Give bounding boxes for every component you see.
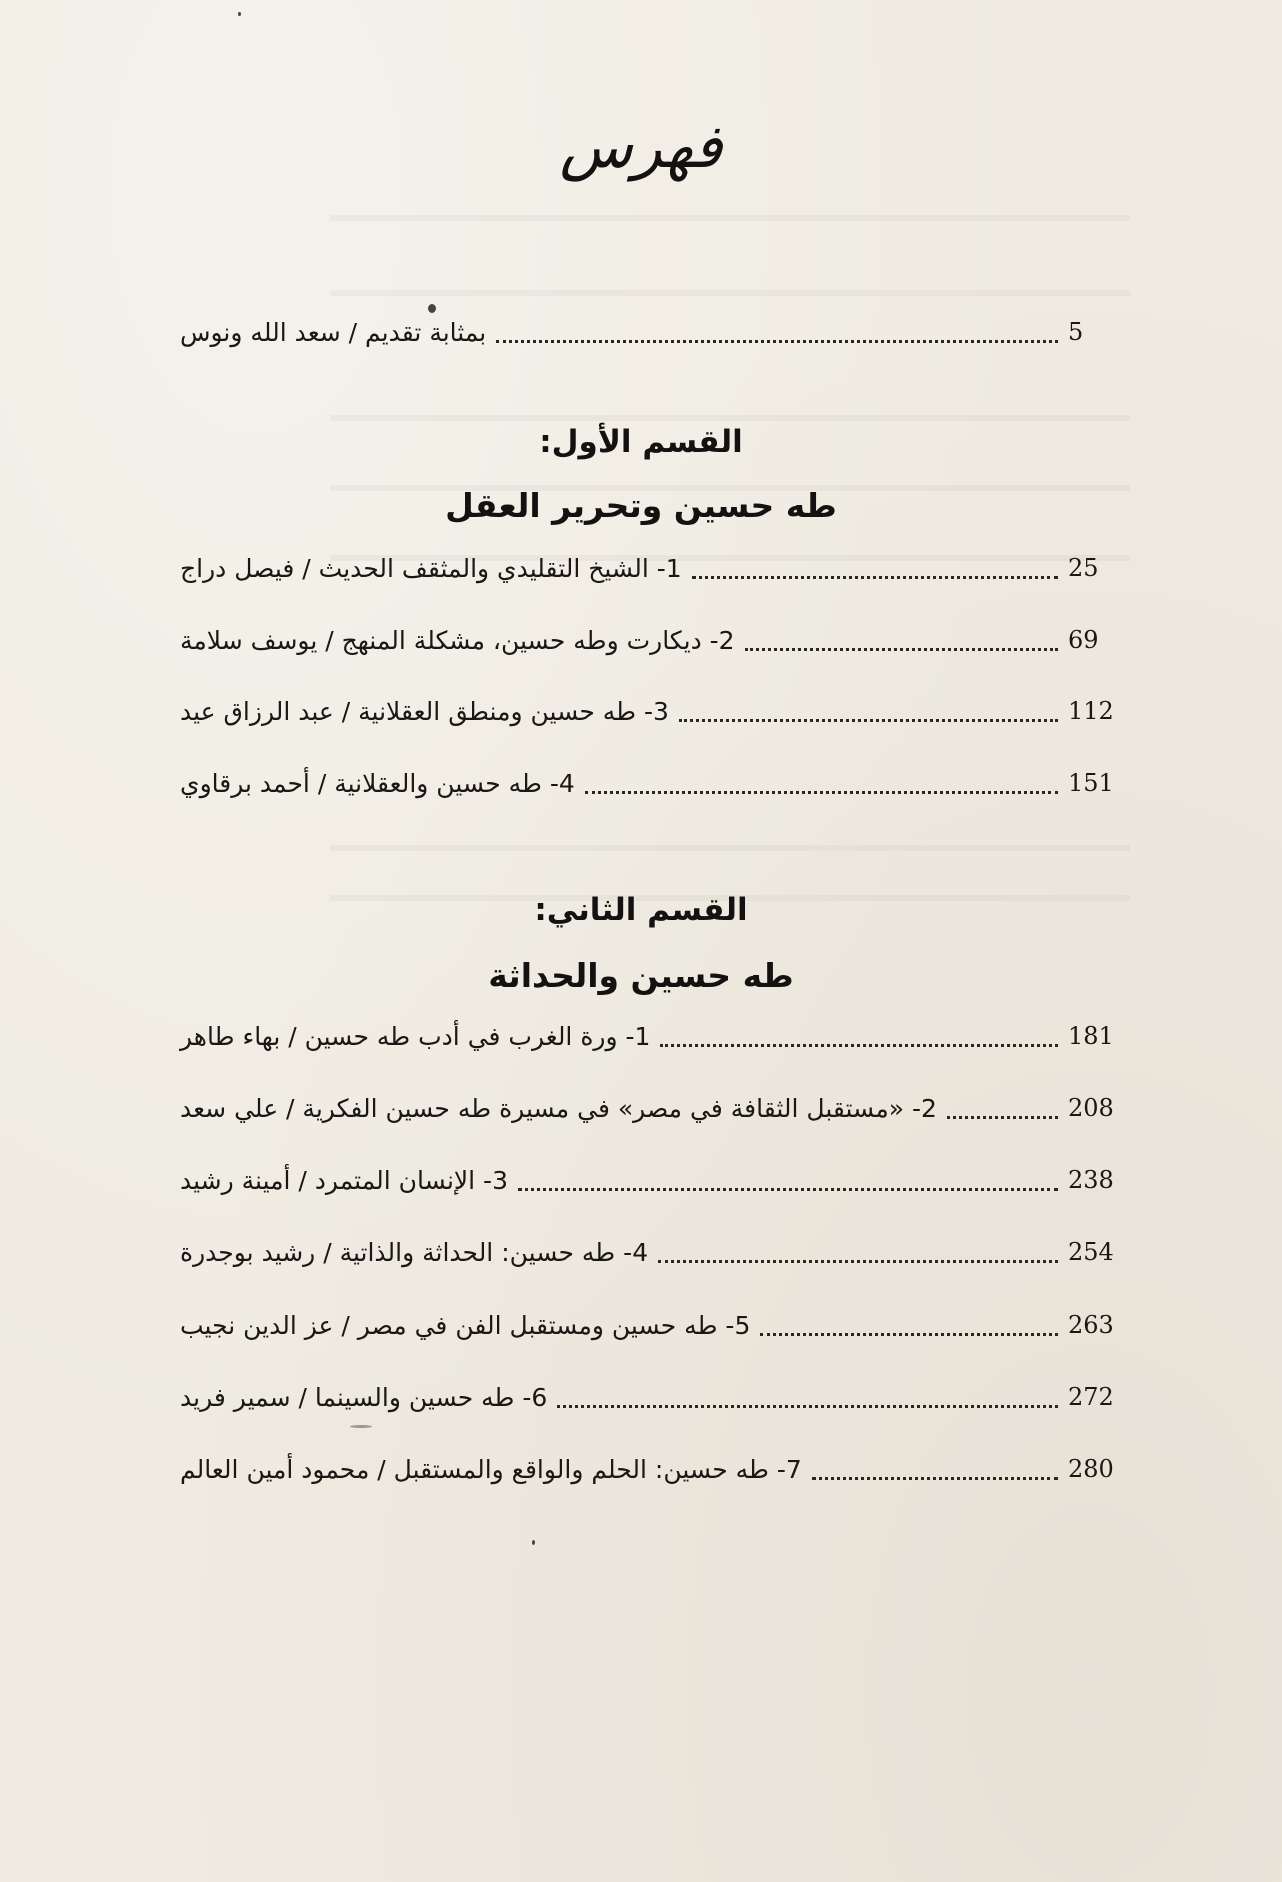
toc-entry <box>180 1300 1120 1350</box>
entry-page: 112 <box>1068 697 1114 725</box>
dot-leader <box>812 1477 1058 1480</box>
section-title: طه حسين والحداثة <box>488 956 794 995</box>
toc-entry <box>180 1011 1120 1061</box>
ink-speck <box>532 1540 535 1545</box>
entry-page: 151 <box>1068 769 1114 797</box>
entry-page: 69 <box>1068 626 1099 654</box>
dot-leader <box>496 340 1058 343</box>
toc-entry <box>180 1155 1120 1205</box>
section-label: القسم الثاني: <box>534 892 748 928</box>
entry-page: 5 <box>1068 318 1084 346</box>
dot-leader <box>692 576 1058 579</box>
toc-entry <box>180 1372 1120 1422</box>
entry-label: 5- طه حسين ومستقبل الفن في مصر / عز الدين نجيب <box>180 1310 751 1340</box>
entry-page: 25 <box>1068 554 1099 582</box>
page-title: فهرس <box>559 112 723 182</box>
bleed-through-line <box>330 290 1130 296</box>
bleed-through-line <box>330 415 1130 421</box>
bleed-through-line <box>330 845 1130 851</box>
entry-page: 272 <box>1068 1383 1114 1411</box>
entry-label: 1- ورة الغرب في أدب طه حسين / بهاء طاهر <box>180 1021 651 1051</box>
entry-label: 7- طه حسين: الحلم والواقع والمستقبل / محمود أمين العالم <box>180 1454 802 1484</box>
ink-speck <box>238 12 241 16</box>
dot-leader <box>658 1260 1058 1263</box>
dot-leader <box>745 648 1058 651</box>
entry-page: 263 <box>1068 1311 1114 1339</box>
section-title: طه حسين وتحرير العقل <box>445 486 837 525</box>
entry-label: بمثابة تقديم / سعد الله ونوس <box>180 317 487 347</box>
dot-leader <box>760 1333 1058 1336</box>
entry-page: 280 <box>1068 1455 1114 1483</box>
entry-label: 2- ديكارت وطه حسين، مشكلة المنهج / يوسف سلامة <box>180 625 735 655</box>
entry-label: 1- الشيخ التقليدي والمثقف الحديث / فيصل دراج <box>180 553 682 583</box>
toc-entry <box>180 615 1120 665</box>
entry-label: 3- طه حسين ومنطق العقلانية / عبد الرزاق عيد <box>180 696 669 726</box>
toc-entry <box>180 758 1120 808</box>
ink-speck <box>350 1425 372 1428</box>
toc-entry <box>180 543 1120 593</box>
dot-leader <box>557 1405 1058 1408</box>
toc-entry <box>180 1083 1120 1133</box>
entry-label: 4- طه حسين: الحداثة والذاتية / رشيد بوجدرة <box>180 1237 649 1267</box>
entry-label: 2- «مستقبل الثقافة في مصر» في مسيرة طه حسين الفكرية / علي سعد <box>180 1093 937 1123</box>
entry-label: 6- طه حسين والسينما / سمير فريد <box>180 1382 548 1412</box>
entry-label: 3- الإنسان المتمرد / أمينة رشيد <box>180 1165 508 1195</box>
toc-entry-intro <box>180 307 1120 357</box>
dot-leader <box>660 1044 1058 1047</box>
dot-leader <box>947 1116 1058 1119</box>
entry-page: 238 <box>1068 1166 1114 1194</box>
bleed-through-line <box>330 215 1130 221</box>
entry-label: 4- طه حسين والعقلانية / أحمد برقاوي <box>180 768 575 798</box>
section-label: القسم الأول: <box>539 424 743 460</box>
dot-leader <box>679 719 1058 722</box>
entry-page: 181 <box>1068 1022 1114 1050</box>
toc-entry <box>180 1227 1120 1277</box>
dot-leader <box>518 1188 1058 1191</box>
toc-entry <box>180 686 1120 736</box>
toc-entry <box>180 1444 1120 1494</box>
entry-page: 254 <box>1068 1238 1114 1266</box>
dot-leader <box>585 791 1058 794</box>
entry-page: 208 <box>1068 1094 1114 1122</box>
